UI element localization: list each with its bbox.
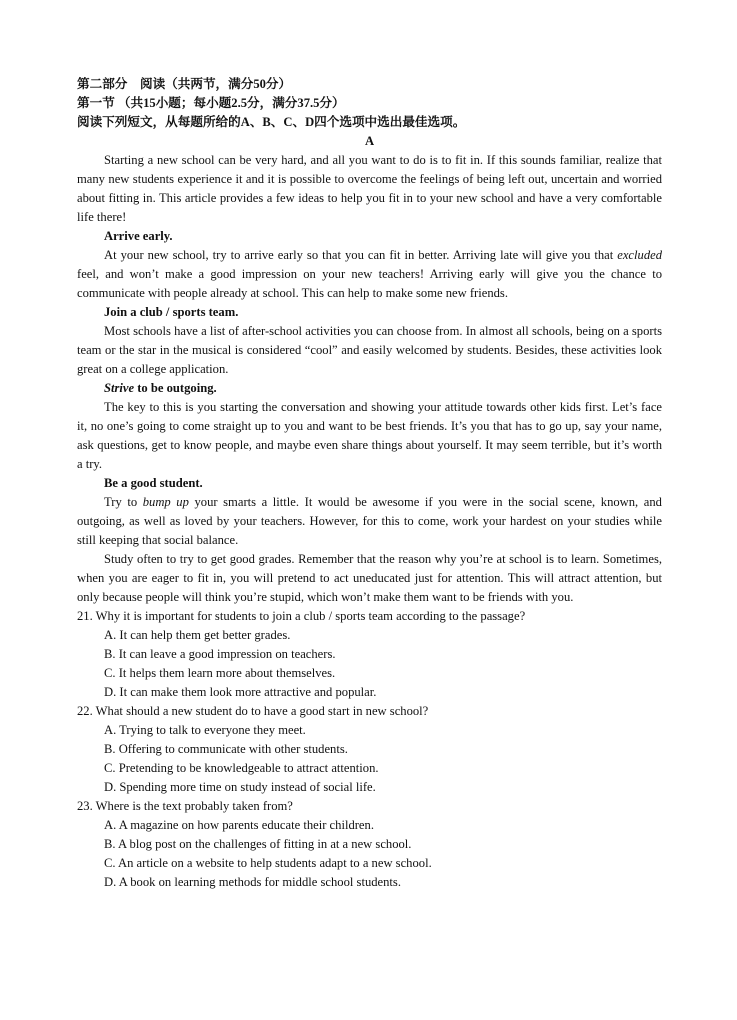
good-student-paragraph: Try to bump up your smarts a little. It would be awesome if you were in the social scene, known, and outgoing, as well as loved by your teachers. However, for this to come, work your hardest on your studies while still keeping that social balance. <box>77 495 662 547</box>
strive-word: Strive <box>104 381 135 395</box>
exam-page <box>77 75 662 892</box>
passage-letter: A <box>364 134 375 148</box>
option-d: D. Spending more time on study instead of social life. <box>104 780 376 794</box>
option-b: B. A blog post on the challenges of fitting in at a new school. <box>104 837 412 851</box>
question-22 <box>77 702 662 797</box>
intro-paragraph: Starting a new school can be very hard, and all you want to do is to fit in. If this sounds familiar, realize that many new students experience it and it is possible to overcome the feelings of being left out, uncertain and worried about fitting in. This article provides a few ideas to help you fit in to your new school and have a very comfortable life there! <box>77 153 662 224</box>
option-d: D. A book on learning methods for middle school students. <box>104 875 401 889</box>
option-a: A. It can help them get better grades. <box>104 628 291 642</box>
option-b: B. It can leave a good impression on teachers. <box>104 647 336 661</box>
instruction-text: 阅读下列短文，从每题所给的A、B、C、D四个选项中选出最佳选项。 <box>77 115 466 129</box>
option-c: C. Pretending to be knowledgeable to attract attention. <box>104 761 379 775</box>
question-stem: 22. What should a new student do to have a good start in new school? <box>77 704 429 718</box>
study-paragraph: Study often to try to get good grades. Remember that the reason why you’re at school is to learn. Sometimes, when you are eager to fit in, you will pretend to act uneducated just for attention. This will attract attention, but only because people will think you’re stupid, which won’t make them want to be friends with you. <box>77 552 662 604</box>
option-a: A. Trying to talk to everyone they meet. <box>104 723 306 737</box>
arrive-early-paragraph: At your new school, try to arrive early so that you can fit in better. Arriving late will give you that excluded feel, and won’t make a good impression on your new teachers! Arriving early will give you the chance to communicate with people already at school. This can help to make some new friends. <box>77 248 662 300</box>
section-heading: 第一节 （共15小题；每小题2.5分，满分37.5分） <box>77 96 345 110</box>
subheading-outgoing: Strive to be outgoing. <box>104 381 217 395</box>
question-stem: 23. Where is the text probably taken from? <box>77 799 293 813</box>
option-b: B. Offering to communicate with other students. <box>104 742 348 756</box>
option-c: C. An article on a website to help students adapt to a new school. <box>104 856 432 870</box>
question-23 <box>77 797 662 892</box>
excluded-word: excluded <box>617 248 662 262</box>
option-c: C. It helps them learn more about themselves. <box>104 666 336 680</box>
option-a: A. A magazine on how parents educate their children. <box>104 818 374 832</box>
subheading-arrive-early: Arrive early. <box>104 229 173 243</box>
outgoing-paragraph: The key to this is you starting the conversation and showing your attitude towards other kids first. Let’s face it, no one’s going to come straight up to you and want to be best friends. It’s you that has to go up, say your name, ask questions, get to know people, and maybe even share things about yourself. It may seem terrible, but it’s worth a try. <box>77 400 662 471</box>
question-21 <box>77 607 662 702</box>
question-stem: 21. Why it is important for students to join a club / sports team according to the passage? <box>77 609 526 623</box>
subheading-join-club: Join a club / sports team. <box>104 305 239 319</box>
subheading-good-student: Be a good student. <box>104 476 203 490</box>
join-club-paragraph: Most schools have a list of after-school activities you can choose from. In almost all schools, being on a sports team or the star in the musical is considered “cool” and easily welcomed by students. Besides, these activities look great on a college application. <box>77 324 662 376</box>
option-d: D. It can make them look more attractive and popular. <box>104 685 377 699</box>
bump-up-word: bump up <box>142 495 189 509</box>
part-heading: 第二部分 阅读（共两节，满分50分） <box>77 77 292 91</box>
